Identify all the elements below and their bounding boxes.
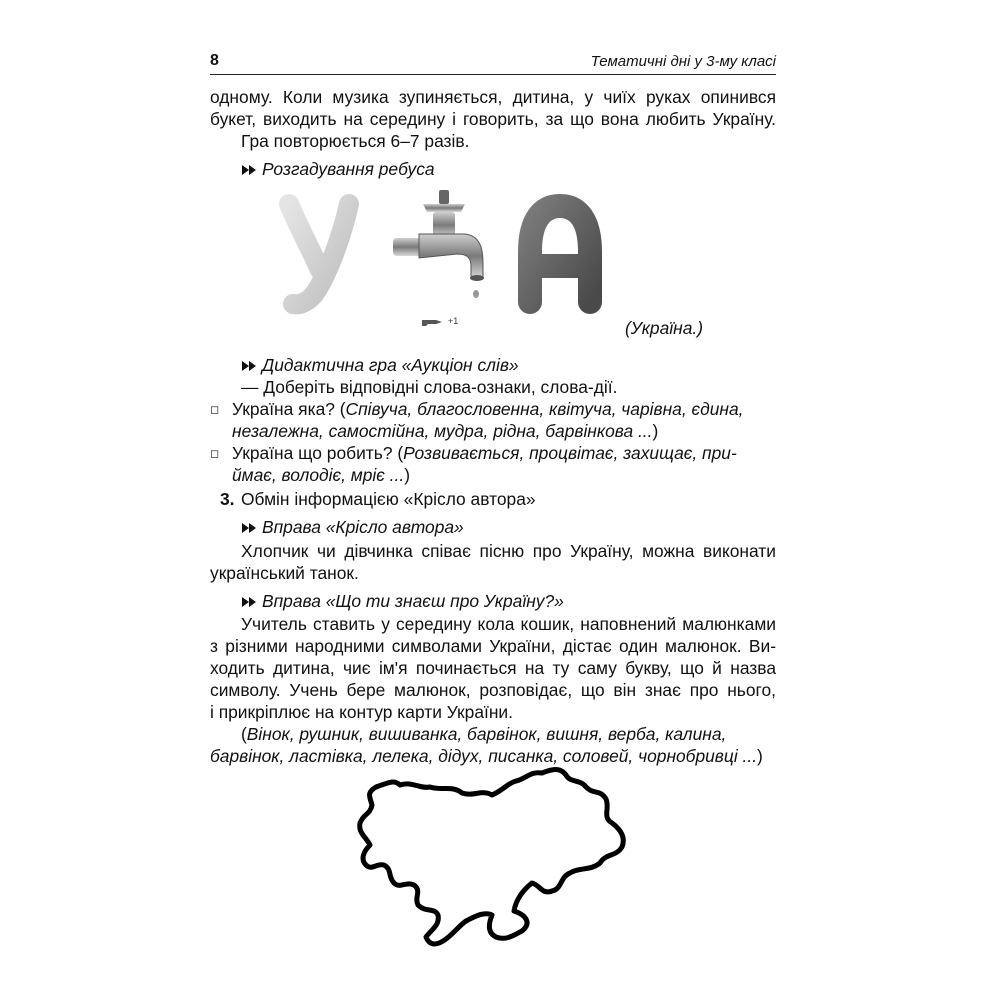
rebus-letter-u-text: У bbox=[320, 212, 321, 213]
rebus-letter-u-image bbox=[275, 192, 365, 317]
bullet2-answer-part1: Розвивається, процвітає, захищає, при- bbox=[403, 443, 737, 463]
rebus-faucet-image bbox=[393, 186, 493, 306]
running-title: Тематичні дні у 3-му класі bbox=[590, 53, 776, 70]
exercise2-heading bbox=[210, 590, 776, 612]
rebus-heading-text: Розгадування ребуса bbox=[262, 159, 435, 179]
exercise2-line-2: з різними народними символами України, дістає один малюнок. Ви- bbox=[210, 636, 776, 656]
double-arrow-icon bbox=[242, 597, 257, 607]
square-bullet-icon: ◻ bbox=[210, 448, 220, 460]
exercise1-heading bbox=[210, 516, 776, 538]
bullet2-answer-part2: ймає, володіє, мріє ... bbox=[232, 465, 405, 485]
symbols-open-paren: ( bbox=[241, 724, 247, 744]
book-page bbox=[210, 0, 776, 1000]
symbols-line-1 bbox=[210, 723, 776, 745]
section-number: 3. bbox=[220, 489, 235, 509]
bullet1-answer-part1: Співуча, благословенна, квітуча, чарівна, єдина, bbox=[345, 399, 744, 419]
page-number: 8 bbox=[210, 52, 219, 69]
double-arrow-icon bbox=[242, 165, 257, 175]
bullet1-line1 bbox=[232, 398, 776, 420]
exercise1-heading-text: Вправа «Крісло автора» bbox=[262, 517, 464, 537]
intro-line-3: Гра повторюється 6–7 разів. bbox=[241, 131, 470, 151]
bullet2-question: Україна що робить? ( bbox=[232, 443, 404, 463]
exercise2-line-4: символу. Учень бере малюнок, розповідає, що він знає про нього, bbox=[210, 680, 776, 700]
intro-line-1: одному. Коли музика зупиняється, дитина, у чиїх руках опинився bbox=[210, 87, 776, 107]
symbols-list-part2: барвінок, ластівка, лелека, дідух, писанка, соловей, чорнобривці ... bbox=[210, 746, 758, 766]
double-arrow-icon bbox=[242, 361, 257, 371]
symbols-close-paren: ) bbox=[757, 746, 763, 766]
rebus-letter-a-text: А bbox=[560, 212, 561, 213]
exercise2-heading-text: Вправа «Що ти знаєш про Україну?» bbox=[262, 591, 564, 611]
bullet2-line2 bbox=[232, 464, 776, 486]
rebus-heading bbox=[210, 158, 776, 180]
double-arrow-icon bbox=[242, 523, 257, 533]
rebus-hint: +1 bbox=[448, 316, 459, 326]
symbols-line-2 bbox=[210, 745, 776, 767]
symbols-list-part1: Вінок, рушник, вишиванка, барвінок, вишня, верба, калина, bbox=[246, 724, 727, 744]
section-title: Обмін інформацією «Крісло автора» bbox=[241, 489, 536, 509]
rebus-letter-a-image bbox=[510, 192, 610, 314]
bullet1-question: Україна яка? ( bbox=[232, 399, 346, 419]
bullet2-close: ) bbox=[404, 465, 410, 485]
game-heading-text: Дидактична гра «Аукціон слів» bbox=[262, 355, 519, 375]
square-bullet-icon: ◻ bbox=[210, 404, 220, 416]
exercise1-line-1: Хлопчик чи дівчинка співає пісню про Україну, можна виконати bbox=[241, 541, 776, 561]
page-header bbox=[210, 52, 776, 75]
pointing-hand-icon bbox=[422, 317, 444, 327]
bullet1-close: ) bbox=[652, 421, 659, 441]
exercise2-line-1: Учитель ставить у середину кола кошик, наповнений малюнками bbox=[241, 614, 776, 634]
ukraine-map-outline bbox=[356, 765, 631, 950]
bullet2-line1 bbox=[232, 442, 776, 464]
game-heading bbox=[210, 354, 776, 376]
exercise2-line-5: і прикріплює на контур карти України. bbox=[210, 702, 513, 722]
rebus-answer: (Україна.) bbox=[625, 318, 703, 338]
exercise1-line-2: український танок. bbox=[210, 563, 359, 583]
game-prompt: — Доберіть відповідні слова-ознаки, слова-дії. bbox=[241, 377, 618, 397]
intro-line-2: букет, виходить на середину і говорить, за що вона любить Україну. bbox=[210, 109, 776, 129]
exercise2-line-3: ходить дитина, чиє ім'я починається на ту саму букву, що й назва bbox=[210, 658, 776, 678]
bullet1-line2 bbox=[232, 420, 776, 442]
bullet1-answer-part2: незалежна, самостійна, мудра, рідна, барвінкова ... bbox=[232, 421, 653, 441]
